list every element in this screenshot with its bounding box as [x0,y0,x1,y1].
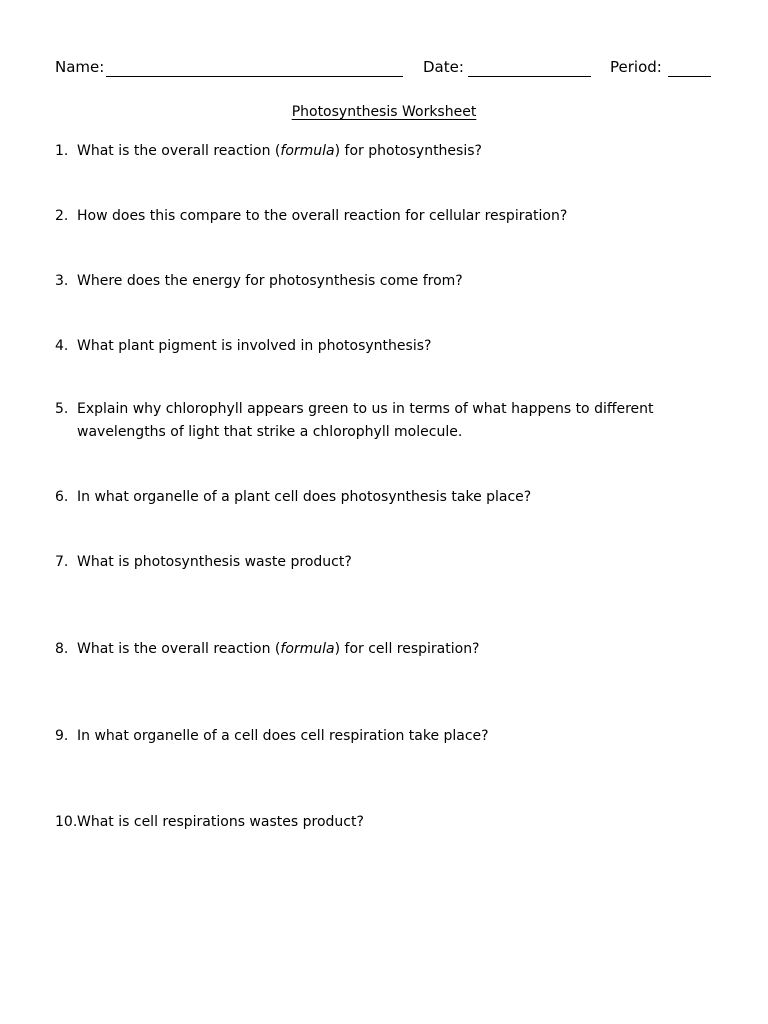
question-text-part: What is the overall reaction ( [77,641,281,657]
question-number: 10. [55,814,78,830]
question-text-part: What is the overall reaction ( [77,143,281,159]
question-number: 5. [55,401,69,417]
period-blank[interactable] [668,76,711,77]
question-number: 3. [55,273,69,289]
question-number: 9. [55,728,69,744]
question-number: 7. [55,554,69,570]
question-emphasis: formula [280,143,335,159]
question-text-line: Explain why chlorophyll appears green to us in terms of what happens to different [77,401,654,417]
question-text: What is cell respirations wastes product? [77,814,364,830]
page-title [0,104,768,120]
question-text: What plant pigment is involved in photosynthesis? [77,338,432,354]
date-label: Date: [423,58,464,76]
question-number: 2. [55,208,69,224]
name-blank[interactable] [106,76,403,77]
name-label: Name: [55,58,105,76]
question-number: 4. [55,338,69,354]
question-text [77,638,717,661]
question-text [77,140,717,163]
question-number: 6. [55,489,69,505]
period-label: Period: [610,58,662,76]
date-blank[interactable] [468,76,591,77]
question-text-part: ) for photosynthesis? [334,143,482,159]
question-text: How does this compare to the overall reaction for cellular respiration? [77,208,568,224]
question-emphasis: formula [280,641,335,657]
question-text [77,398,717,444]
worksheet-title: Photosynthesis Worksheet [291,104,477,120]
question-number: 8. [55,641,69,657]
question-text-line: wavelengths of light that strike a chlorophyll molecule. [77,424,463,440]
question-number: 1. [55,143,69,159]
question-text: In what organelle of a plant cell does photosynthesis take place? [77,489,532,505]
question-text: Where does the energy for photosynthesis come from? [77,273,463,289]
question-text: What is photosynthesis waste product? [77,554,352,570]
question-text-part: ) for cell respiration? [334,641,480,657]
question-text: In what organelle of a cell does cell respiration take place? [77,728,489,744]
